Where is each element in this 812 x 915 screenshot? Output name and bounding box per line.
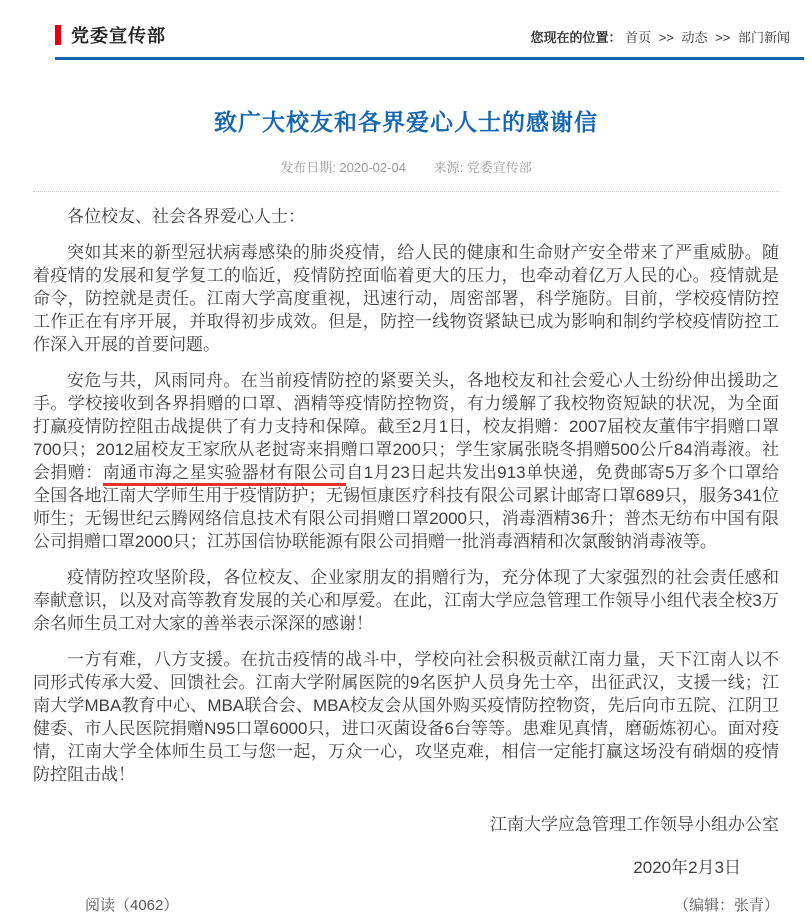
publish-date: 发布日期: 2020-02-04	[280, 160, 406, 175]
read-count: 阅读（4062）	[85, 897, 179, 914]
article-footer	[33, 894, 779, 915]
section-marker-icon	[55, 25, 61, 45]
breadcrumb-link-home[interactable]: 首页	[625, 30, 652, 45]
highlighted-company-name: 南通市海之星实验器材有限公司	[103, 463, 347, 486]
breadcrumb-separator: >>	[658, 30, 674, 45]
breadcrumb-link-department-news[interactable]: 部门新闻	[737, 30, 790, 45]
paragraph-2-after: 自1月23日起共发出913单快递，免费邮寄5万多个口罩给全国各地江南大学师生用于疫情防护；无锡恒康医疗科技有限公司累计邮寄口罩689只，服务341位师生；无锡世纪云腾网络信息技术有限公司捐赠口罩2000只，消毒酒精36升；普杰无纺布中国有限公司捐赠口罩2000只；江苏国信协联能源有限公司捐赠一批消毒酒精和次氯酸钠消毒液等。	[33, 463, 780, 551]
paragraph-2-before: 安危与共，风雨同舟。在当前疫情防控的紧要关头，各地校友和社会爱心人士纷纷伸出援助之手。学校接收到各界捐赠的口罩、酒精等疫情防控物资，有力缓解了我校物资短缺的状况，为全面打赢疫情防控阻击战提供了有力支持和保障。截至2月1日，校友捐赠：2007届校友董伟宇捐赠口罩700只；2012届校友王家欣从老挝寄来捐赠口罩200只；学生家属张晓冬捐赠500公斤84消毒液。社会捐赠：	[33, 371, 779, 482]
breadcrumb-label: 您现在的位置：	[530, 30, 622, 45]
signature-date: 2020年2月3日	[633, 858, 741, 877]
breadcrumb-separator: >>	[715, 30, 731, 45]
article	[0, 104, 812, 915]
section-title: 党委宣传部	[71, 26, 166, 46]
section-title-wrap	[55, 22, 166, 48]
paragraph-1: 突如其来的新型冠状病毒感染的肺炎疫情，给人民的健康和生命财产安全带来了严重威胁。随着疫情的发展和复学复工的临近，疫情防控面临着更大的压力，也牵动着亿万人民的心。疫情就是命令，防控就是责任。江南大学高度重视，迅速行动，周密部署，科学施防。目前，学校疫情防控工作正在有序开展，并取得初步成效。但是，防控一线物资紧缺已成为影响和制约学校疫情防控工作深入开展的首要问题。	[33, 243, 779, 354]
dotted-divider	[33, 191, 779, 192]
article-content	[33, 205, 779, 786]
paragraph-salutation: 各位校友、社会各界爱心人士：	[67, 207, 305, 226]
breadcrumb	[530, 27, 790, 48]
breadcrumb-link-news[interactable]: 动态	[681, 30, 708, 45]
article-source: 来源: 党委宣传部	[433, 160, 532, 175]
signature-block	[33, 810, 779, 878]
paragraph-3: 疫情防控攻坚阶段，各位校友、企业家朋友的捐赠行为，充分体现了大家强烈的社会责任感和奉献意识，以及对高等教育发展的关心和厚爱。在此，江南大学应急管理工作领导小组代表全校3万余名师生员工对大家的善举表示深深的感谢！	[33, 568, 779, 633]
article-title: 致广大校友和各界爱心人士的感谢信	[214, 109, 598, 135]
page-header	[55, 22, 804, 60]
paragraph-4: 一方有难，八方支援。在抗击疫情的战斗中，学校向社会积极贡献江南力量，天下江南人以不同形式传承大爱、回馈社会。江南大学附属医院的9名医护人员身先士卒，出征武汉，支援一线；江南大学MBA教育中心、MBA联合会、MBA校友会从国外购买疫情防控物资，先后向市五院、江阴卫健委、市人民医院捐赠N95口罩6000只，进口灭菌设备6台等等。患难见真情，磨砺炼初心。面对疫情，江南大学全体师生员工与您一起，万众一心，攻坚克难，相信一定能打赢这场没有硝烟的疫情防控阻击战！	[33, 650, 779, 784]
signature-org: 江南大学应急管理工作领导小组办公室	[490, 815, 779, 834]
paragraph-2	[33, 369, 779, 553]
article-meta	[33, 157, 779, 176]
editor-credit: （编辑：张青）	[673, 897, 779, 914]
